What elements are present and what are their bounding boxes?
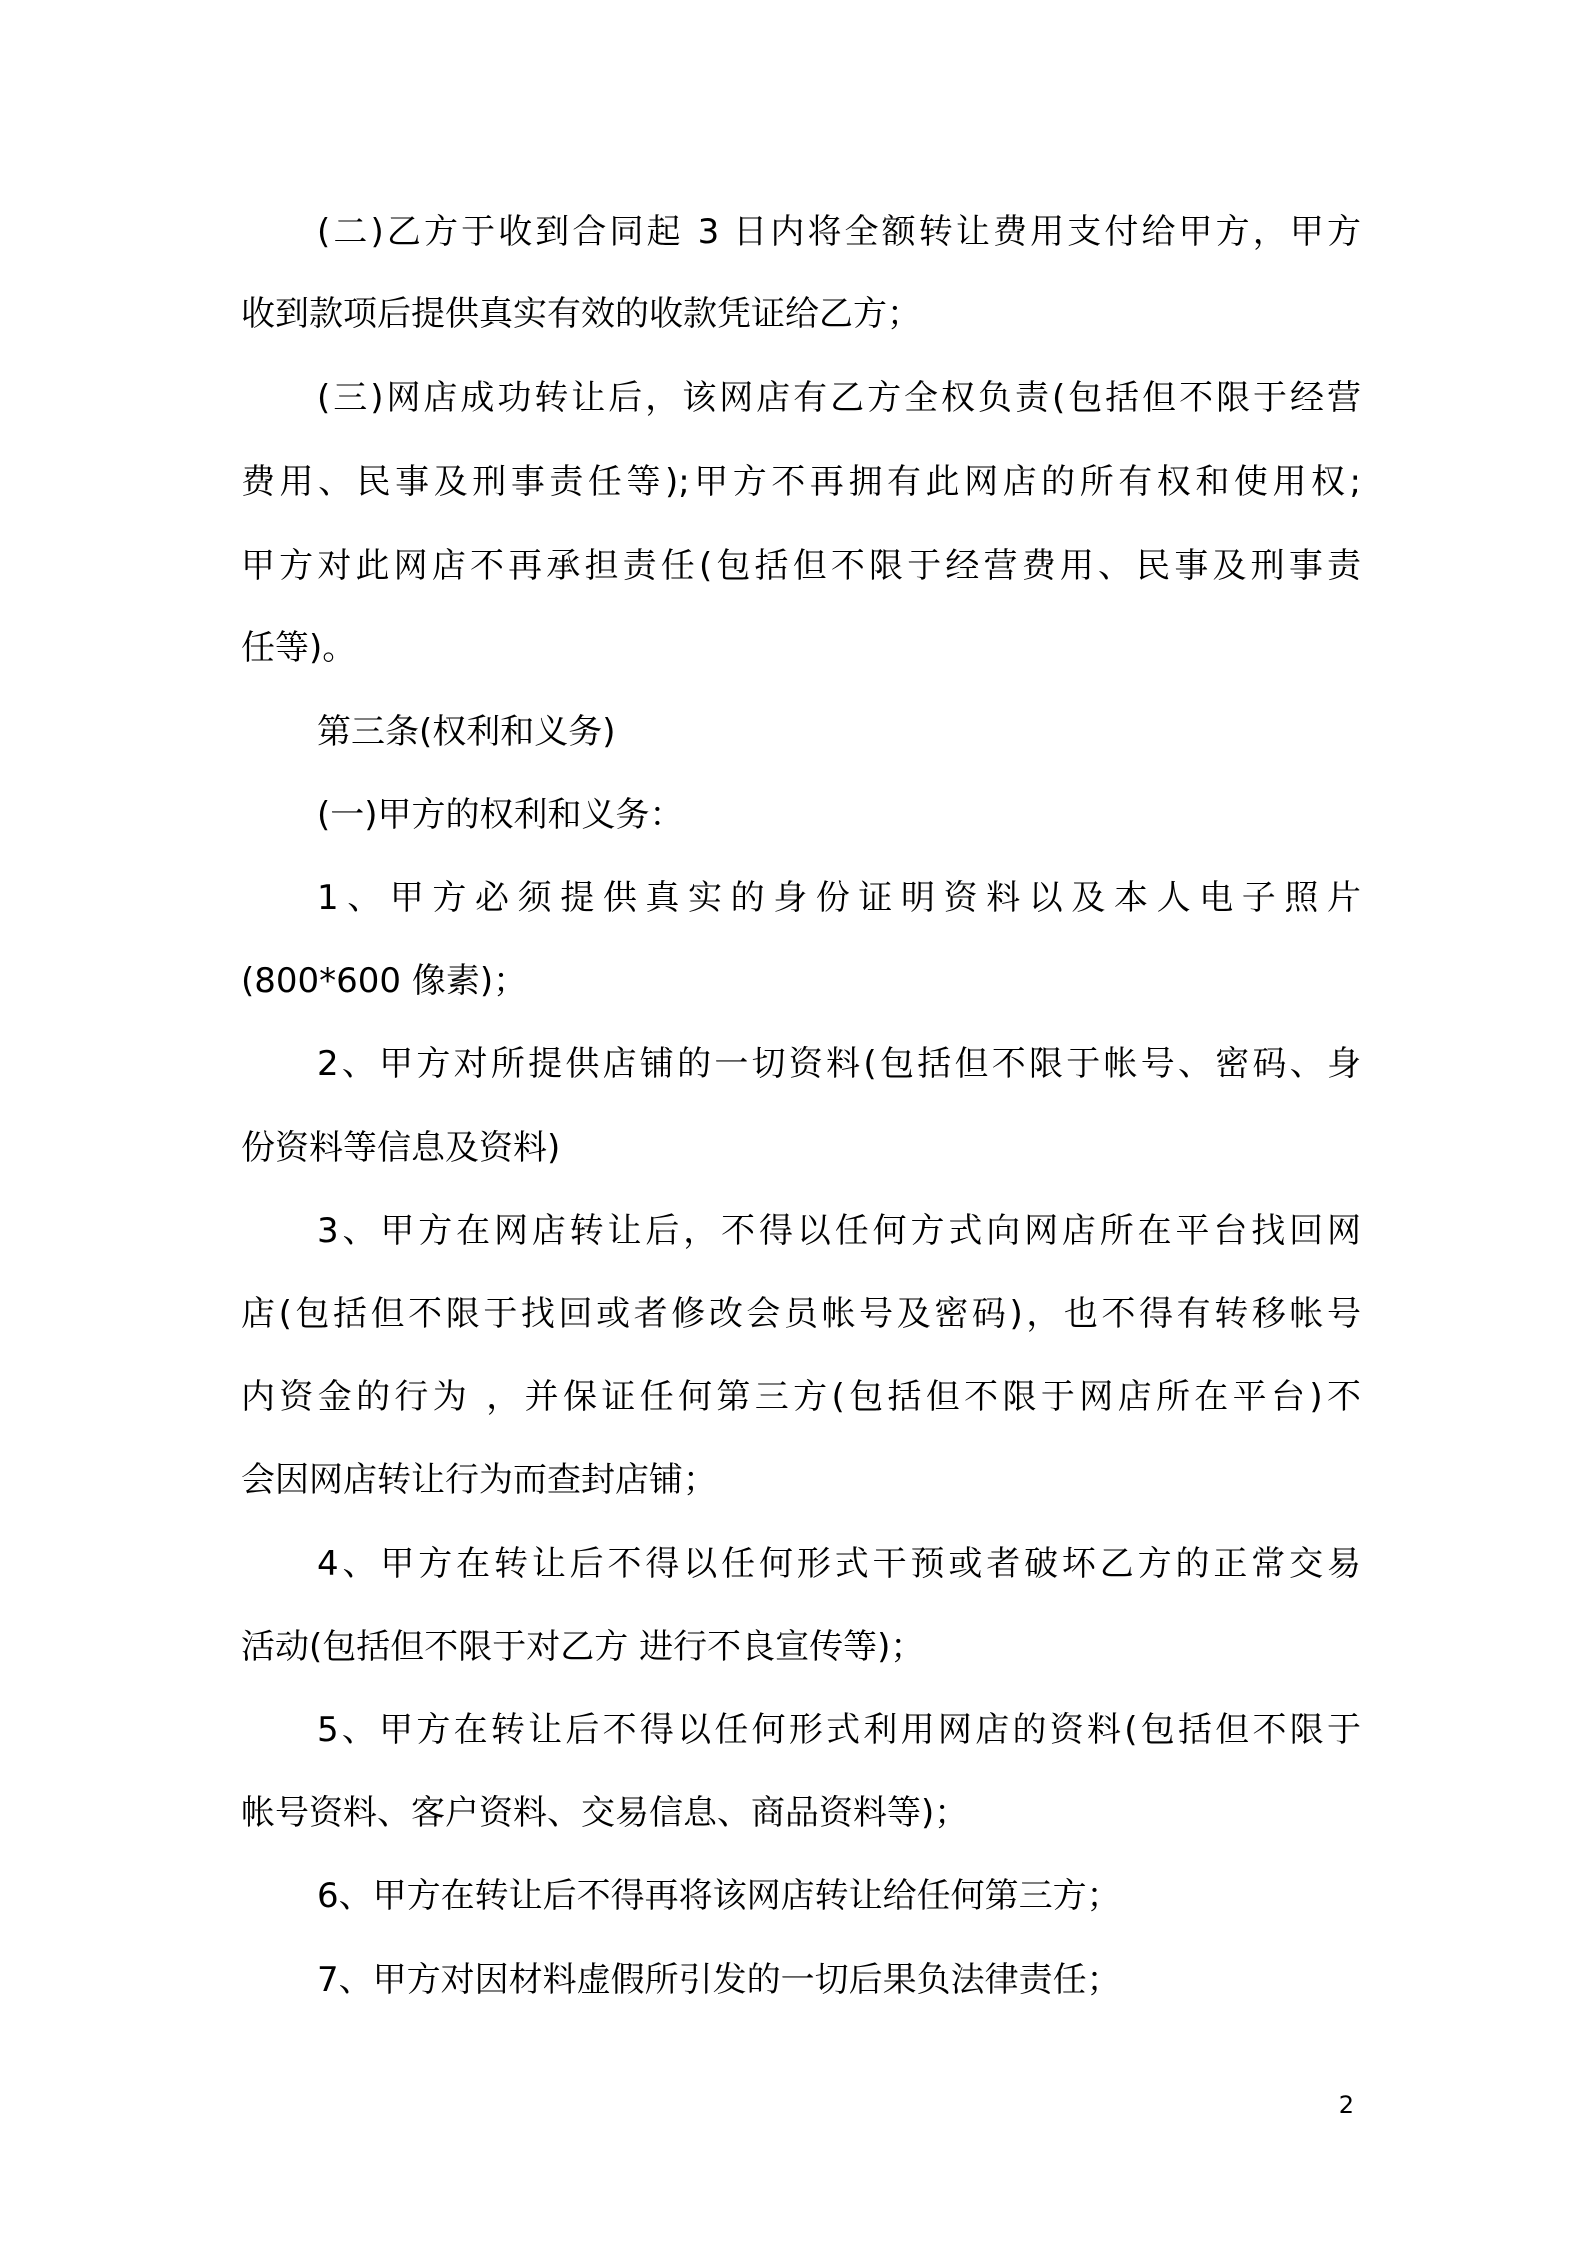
subsection-heading: (一)甲方的权利和义务： bbox=[317, 795, 684, 835]
text-line: 5、甲方在转让后不得以任何形式利用网店的资料(包括但不限于 bbox=[317, 1710, 1361, 1750]
text-line: 4、甲方在转让后不得以任何形式干预或者破坏乙方的正常交易 bbox=[317, 1544, 1361, 1584]
text-line: 甲方对此网店不再承担责任(包括但不限于经营费用、民事及刑事责 bbox=[241, 546, 1361, 586]
text-line: (二)乙方于收到合同起 3 日内将全额转让费用支付给甲方，甲方 bbox=[317, 212, 1361, 252]
section-heading: 第三条(权利和义务) bbox=[317, 712, 616, 752]
text-line: 会因网店转让行为而查封店铺； bbox=[241, 1460, 717, 1500]
text-line: 收到款项后提供真实有效的收款凭证给乙方； bbox=[241, 294, 921, 334]
text-line: 7、甲方对因材料虚假所引发的一切后果负法律责任； bbox=[317, 1960, 1121, 2000]
text-line: 店(包括但不限于找回或者修改会员帐号及密码)，也不得有转移帐号 bbox=[241, 1294, 1361, 1334]
text-line: 帐号资料、客户资料、交易信息、商品资料等)； bbox=[241, 1793, 969, 1833]
text-line: (800*600 像素)； bbox=[241, 961, 528, 1001]
page-number: 2 bbox=[1338, 2091, 1354, 2119]
text-line: 活动(包括但不限于对乙方 进行不良宣传等)； bbox=[241, 1627, 925, 1667]
text-line: 任等)。 bbox=[241, 628, 357, 668]
text-line: 内资金的行为 ，并保证任何第三方(包括但不限于网店所在平台)不 bbox=[241, 1377, 1361, 1417]
text-line: 6、甲方在转让后不得再将该网店转让给任何第三方； bbox=[317, 1876, 1121, 1916]
text-line: (三)网店成功转让后，该网店有乙方全权负责(包括但不限于经营 bbox=[317, 378, 1361, 418]
text-line: 3、甲方在网店转让后，不得以任何方式向网店所在平台找回网 bbox=[317, 1211, 1361, 1251]
text-line: 费用、民事及刑事责任等);甲方不再拥有此网店的所有权和使用权; bbox=[241, 462, 1361, 502]
text-line: 2、甲方对所提供店铺的一切资料(包括但不限于帐号、密码、身 bbox=[317, 1044, 1361, 1084]
text-line: 份资料等信息及资料) bbox=[241, 1128, 561, 1168]
text-line: 1、甲方必须提供真实的身份证明资料以及本人电子照片 bbox=[317, 878, 1361, 918]
